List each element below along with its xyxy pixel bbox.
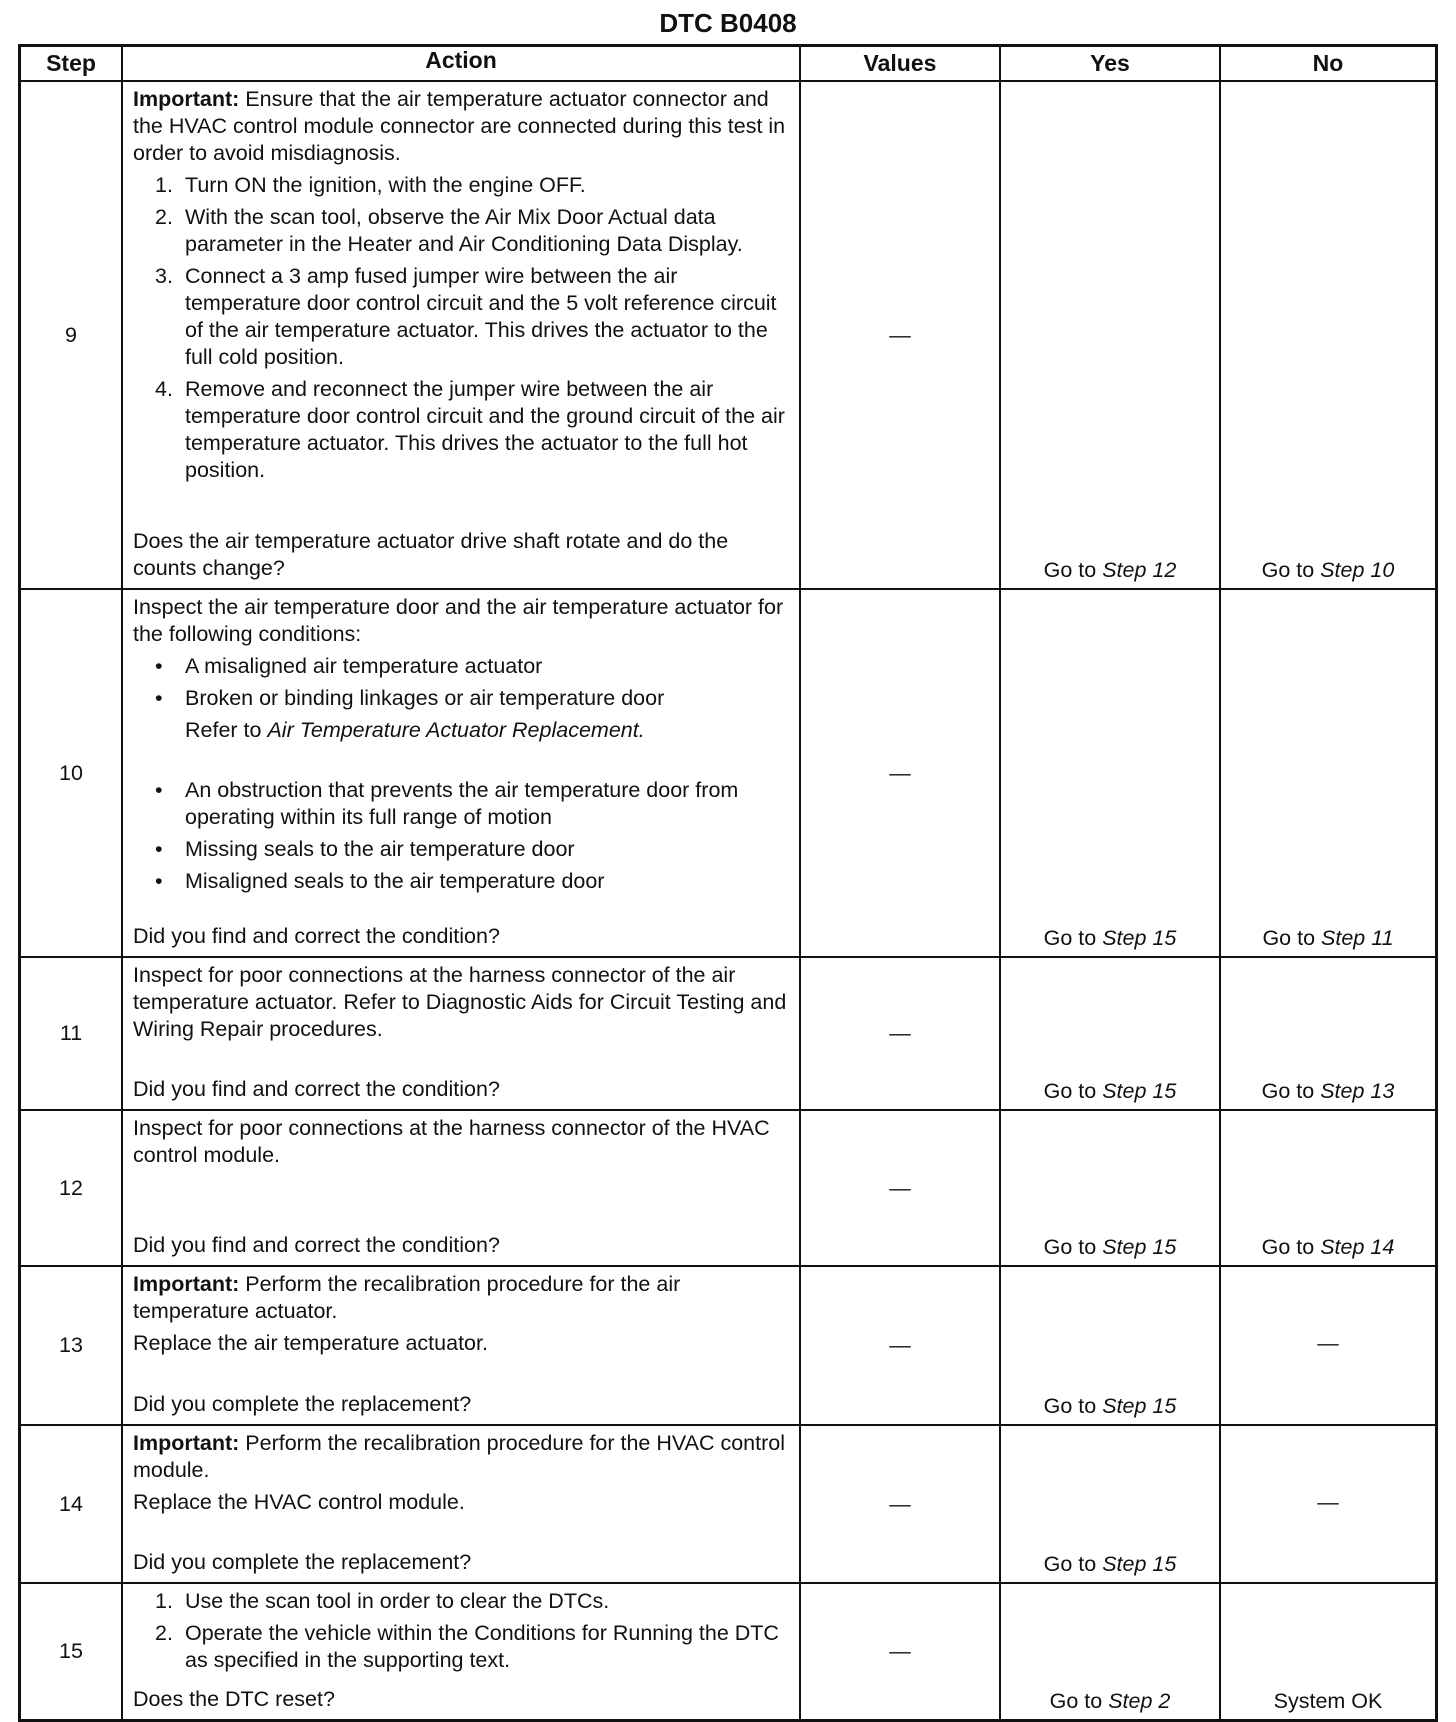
list-item-text: Remove and reconnect the jumper wire between the air temperature door control circuit and the ground circuit of the air temperature actuator. This drives the actuator to the full hot position. bbox=[185, 377, 785, 482]
reference-note bbox=[133, 717, 791, 744]
header-no: No bbox=[1220, 46, 1437, 82]
no-cell bbox=[1220, 81, 1437, 589]
values-cell: — bbox=[800, 957, 1000, 1110]
values-cell: — bbox=[800, 1583, 1000, 1721]
list-item-text: Missing seals to the air temperature door bbox=[185, 837, 575, 861]
header-action: Action bbox=[122, 46, 800, 82]
table-row bbox=[20, 81, 1437, 589]
no-cell bbox=[1220, 1583, 1437, 1721]
list-item-text: An obstruction that prevents the air temperature door from operating within its full range of motion bbox=[185, 778, 739, 829]
yes-goto-step-link: Step 15 bbox=[1102, 1394, 1177, 1418]
yes-goto-prefix: Go to bbox=[1043, 1552, 1103, 1576]
values-cell: — bbox=[800, 589, 1000, 957]
list-marker: • bbox=[155, 686, 163, 710]
header-values: Values bbox=[800, 46, 1000, 82]
reference-title: Air Temperature Actuator Replacement. bbox=[267, 718, 645, 742]
list-item-text: A misaligned air temperature actuator bbox=[185, 654, 543, 678]
list-item-text: Connect a 3 amp fused jumper wire between the air temperature door control circuit and the 5 volt reference circuit of the air temperature actuator. This drives the actuator to the full cold position. bbox=[185, 264, 777, 369]
step-number: 11 bbox=[20, 957, 123, 1110]
table-header-row bbox=[20, 46, 1437, 82]
no-goto-prefix: Go to bbox=[1261, 1079, 1321, 1103]
values-cell: — bbox=[800, 1425, 1000, 1583]
yes-goto-step-link: Step 15 bbox=[1102, 1079, 1177, 1103]
yes-goto-prefix: Go to bbox=[1043, 1235, 1103, 1259]
no-goto-prefix: Go to bbox=[1261, 558, 1321, 582]
table-row bbox=[20, 589, 1437, 957]
list-marker: • bbox=[155, 869, 163, 893]
action-question: Did you complete the replacement? bbox=[133, 1392, 472, 1416]
action-content bbox=[123, 1584, 799, 1717]
table-row bbox=[20, 957, 1437, 1110]
step-number: 10 bbox=[20, 589, 123, 957]
yes-goto-prefix: Go to bbox=[1043, 1079, 1103, 1103]
yes-goto-prefix: Go to bbox=[1043, 1394, 1103, 1418]
action-cell bbox=[122, 81, 800, 589]
action-content bbox=[123, 1267, 799, 1422]
no-goto-step-link: Step 10 bbox=[1320, 558, 1395, 582]
no-goto-step-link: Step 13 bbox=[1320, 1079, 1395, 1103]
action-question: Did you find and correct the condition? bbox=[133, 924, 500, 948]
step-number: 14 bbox=[20, 1425, 123, 1583]
no-cell bbox=[1220, 957, 1437, 1110]
action-cell bbox=[122, 957, 800, 1110]
paragraph-text: Replace the HVAC control module. bbox=[133, 1490, 465, 1514]
yes-goto-prefix: Go to bbox=[1049, 1689, 1109, 1713]
action-list-item bbox=[133, 376, 791, 484]
action-cell bbox=[122, 1110, 800, 1266]
diagnostic-table bbox=[18, 44, 1438, 1722]
paragraph-text: Ensure that the air temperature actuator connector and the HVAC control module connector are connected during this test in order to avoid misdiagnosis. bbox=[133, 87, 786, 165]
list-marker: 4. bbox=[155, 377, 173, 401]
no-goto-step-link: Step 14 bbox=[1320, 1235, 1395, 1259]
list-item-text: Turn ON the ignition, with the engine OFF. bbox=[185, 173, 586, 197]
paragraph-text: Inspect the air temperature door and the air temperature actuator for the following conditions: bbox=[133, 595, 784, 646]
action-paragraph bbox=[133, 1489, 791, 1516]
no-cell bbox=[1220, 589, 1437, 957]
no-goto-step-link: Step 11 bbox=[1321, 926, 1394, 950]
list-marker: • bbox=[155, 837, 163, 861]
important-label: Important: bbox=[133, 1272, 240, 1296]
action-content bbox=[123, 1426, 799, 1580]
action-paragraph bbox=[133, 1115, 791, 1169]
no-cell bbox=[1220, 1266, 1437, 1425]
step-number: 15 bbox=[20, 1583, 123, 1721]
step-number: 13 bbox=[20, 1266, 123, 1425]
important-label: Important: bbox=[133, 1431, 240, 1455]
table-row bbox=[20, 1110, 1437, 1266]
action-list-item bbox=[133, 685, 791, 712]
action-list-item bbox=[133, 263, 791, 371]
no-cell bbox=[1220, 1425, 1437, 1583]
yes-cell bbox=[1000, 1266, 1220, 1425]
list-marker: 1. bbox=[155, 173, 173, 197]
spacer bbox=[133, 749, 791, 777]
action-paragraph bbox=[133, 594, 791, 648]
action-list-item bbox=[133, 777, 791, 831]
yes-goto-prefix: Go to bbox=[1043, 926, 1103, 950]
paragraph-text: Replace the air temperature actuator. bbox=[133, 1331, 488, 1355]
values-cell: — bbox=[800, 1110, 1000, 1266]
action-list-item bbox=[133, 204, 791, 258]
action-question: Did you complete the replacement? bbox=[133, 1550, 472, 1574]
step-number: 9 bbox=[20, 81, 123, 589]
list-marker: • bbox=[155, 778, 163, 802]
action-cell bbox=[122, 589, 800, 957]
yes-cell bbox=[1000, 589, 1220, 957]
list-item-text: Use the scan tool in order to clear the DTCs. bbox=[185, 1589, 610, 1613]
document-title: DTC B0408 bbox=[659, 8, 797, 38]
table-row bbox=[20, 1583, 1437, 1721]
action-question: Did you find and correct the condition? bbox=[133, 1233, 500, 1257]
list-item-text: With the scan tool, observe the Air Mix Door Actual data parameter in the Heater and Air Conditioning Data Display. bbox=[185, 205, 743, 256]
action-list-item bbox=[133, 172, 791, 199]
action-cell bbox=[122, 1583, 800, 1721]
action-question: Does the air temperature actuator drive shaft rotate and do the counts change? bbox=[133, 529, 729, 580]
step-number: 12 bbox=[20, 1110, 123, 1266]
action-list-item bbox=[133, 1620, 791, 1674]
paragraph-text: Perform the recalibration procedure for the air temperature actuator. bbox=[133, 1272, 681, 1323]
important-label: Important: bbox=[133, 87, 240, 111]
list-marker: 2. bbox=[155, 205, 173, 229]
yes-goto-prefix: Go to bbox=[1043, 558, 1103, 582]
list-marker: • bbox=[155, 654, 163, 678]
yes-cell bbox=[1000, 1583, 1220, 1721]
header-yes: Yes bbox=[1000, 46, 1220, 82]
paragraph-text: Inspect for poor connections at the harness connector of the air temperature actuator. Refer to Diagnostic Aids for Circuit Testing and Wiring Repair procedures. bbox=[133, 963, 787, 1041]
values-cell: — bbox=[800, 81, 1000, 589]
action-list-item bbox=[133, 653, 791, 680]
no-result: System OK bbox=[1273, 1689, 1383, 1713]
action-list-item bbox=[133, 836, 791, 863]
list-marker: 2. bbox=[155, 1621, 173, 1645]
list-item-text: Misaligned seals to the air temperature door bbox=[185, 869, 605, 893]
yes-cell bbox=[1000, 81, 1220, 589]
yes-goto-step-link: Step 15 bbox=[1102, 1552, 1177, 1576]
yes-goto-step-link: Step 12 bbox=[1102, 558, 1177, 582]
no-goto-prefix: Go to bbox=[1262, 926, 1322, 950]
action-paragraph bbox=[133, 1330, 791, 1357]
list-item-text: Operate the vehicle within the Conditions for Running the DTC as specified in the supporting text. bbox=[185, 1621, 779, 1672]
action-list-item bbox=[133, 1588, 791, 1615]
action-paragraph bbox=[133, 962, 791, 1043]
action-content bbox=[123, 1111, 799, 1263]
yes-cell bbox=[1000, 1425, 1220, 1583]
no-dash: — bbox=[1317, 1489, 1339, 1514]
paragraph-text: Inspect for poor connections at the harness connector of the HVAC control module. bbox=[133, 1116, 770, 1167]
action-cell bbox=[122, 1425, 800, 1583]
yes-cell bbox=[1000, 957, 1220, 1110]
action-paragraph bbox=[133, 1271, 791, 1325]
action-list-item bbox=[133, 868, 791, 895]
action-paragraph bbox=[133, 86, 791, 167]
action-content bbox=[123, 590, 799, 954]
table-row bbox=[20, 1425, 1437, 1583]
table-row bbox=[20, 1266, 1437, 1425]
list-marker: 3. bbox=[155, 264, 173, 288]
yes-cell bbox=[1000, 1110, 1220, 1266]
values-cell: — bbox=[800, 1266, 1000, 1425]
yes-goto-step-link: Step 15 bbox=[1102, 1235, 1177, 1259]
action-paragraph bbox=[133, 1430, 791, 1484]
list-marker: 1. bbox=[155, 1589, 173, 1613]
list-item-text: Broken or binding linkages or air temperature door bbox=[185, 686, 665, 710]
no-cell bbox=[1220, 1110, 1437, 1266]
action-question: Did you find and correct the condition? bbox=[133, 1077, 500, 1101]
header-step: Step bbox=[20, 46, 123, 82]
reference-prefix: Refer to bbox=[185, 718, 268, 742]
no-goto-prefix: Go to bbox=[1261, 1235, 1321, 1259]
no-dash: — bbox=[1317, 1331, 1339, 1355]
action-content bbox=[123, 958, 799, 1107]
action-cell bbox=[122, 1266, 800, 1425]
yes-goto-step-link: Step 15 bbox=[1102, 926, 1177, 950]
action-question: Does the DTC reset? bbox=[133, 1687, 335, 1711]
yes-goto-step-link: Step 2 bbox=[1108, 1689, 1171, 1713]
paragraph-text: Perform the recalibration procedure for the HVAC control module. bbox=[133, 1431, 786, 1482]
action-content bbox=[123, 82, 799, 586]
